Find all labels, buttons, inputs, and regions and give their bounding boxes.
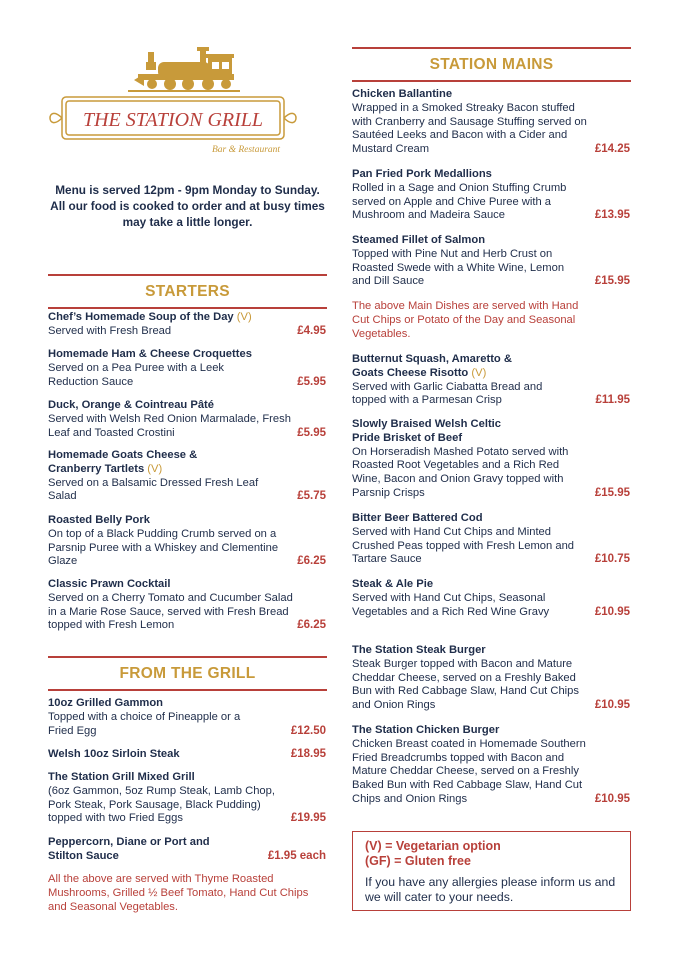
item-name: Chicken Ballantine <box>352 88 453 100</box>
menu-item <box>48 697 327 738</box>
item-price: £19.95 <box>290 812 326 825</box>
item-desc: Served on a Cherry Tomato and Cucumber Salad in a Marie Rose Sauce, served with Fresh Bread topped with Fresh Lemon <box>48 591 293 632</box>
veg-badge: (V) <box>236 311 252 323</box>
item-desc: On Horseradish Mashed Potato served with Roasted Root Vegetables and a Rich Red Wine, Bacon and Onion Gravy topped with Parsnip Crisps <box>352 445 569 499</box>
divider <box>48 689 327 691</box>
item-name: Pan Fried Pork Medallions <box>352 168 492 180</box>
item-price: £12.50 <box>290 724 326 737</box>
menu-item <box>352 724 631 807</box>
menu-item <box>48 514 327 569</box>
menu-item <box>48 836 327 864</box>
item-price: £15.95 <box>594 486 630 499</box>
opening-hours-intro: Menu is served 12pm - 9pm Monday to Sunday. All our food is cooked to order and at busy times may take a little longer. <box>50 183 325 229</box>
item-name: The Station Grill Mixed Grill <box>48 771 195 783</box>
mains-note: The above Main Dishes are served with Hand Cut Chips or Potato of the Day and Seasonal Vegetables. <box>352 300 579 340</box>
item-price: £11.95 <box>595 394 630 407</box>
logo-name: THE STATION GRILL <box>82 109 264 131</box>
grill-title: FROM THE GRILL <box>119 665 256 682</box>
divider <box>352 80 631 82</box>
menu-item <box>48 771 327 826</box>
mains-title: STATION MAINS <box>429 56 554 73</box>
starters-title: STARTERS <box>145 283 230 300</box>
divider <box>48 307 327 309</box>
item-desc: Rolled in a Sage and Onion Stuffing Crumb served on Apple and Chive Puree with a Mushroom and Madeira Sauce <box>352 181 567 222</box>
item-price: £10.95 <box>594 792 630 805</box>
item-desc: Served with Garlic Ciabatta Bread and topped with a Parmesan Crisp <box>352 380 543 407</box>
mains-header <box>352 47 631 82</box>
item-desc: Topped with a choice of Pineapple or a Fried Egg <box>48 710 241 737</box>
item-name: Homemade Goats Cheese & Cranberry Tartlets <box>48 449 198 475</box>
item-name: Butternut Squash, Amaretto & Goats Cheese Risotto <box>352 353 512 379</box>
menu-item <box>352 418 631 501</box>
grill-note: All the above are served with Thyme Roasted Mushrooms, Grilled ½ Beef Tomato, Hand Cut Chips and Seasonal Vegetables. <box>48 873 309 913</box>
item-price: £1.95 each <box>267 849 326 862</box>
menu-item <box>352 578 631 619</box>
menu-item <box>352 644 631 713</box>
item-name: Steak & Ale Pie <box>352 578 434 590</box>
menu-item <box>48 399 327 440</box>
item-name: Homemade Ham & Cheese Croquettes <box>48 348 252 360</box>
item-name: The Station Steak Burger <box>352 644 486 656</box>
gf-legend: (GF) = Gluten free <box>365 854 471 868</box>
menu-item <box>48 748 327 762</box>
item-price: £14.25 <box>594 143 630 156</box>
veg-legend: (V) = Vegetarian option <box>365 839 501 853</box>
grill-header <box>48 656 327 691</box>
starters-header <box>48 274 327 309</box>
restaurant-logo <box>48 44 298 164</box>
item-desc: Served with Hand Cut Chips and Minted Crushed Peas topped with Fresh Lemon and Tartare Sauce <box>352 525 575 566</box>
allergy-notice: If you have any allergies please inform us and we will cater to your needs. <box>365 875 616 904</box>
item-name: Peppercorn, Diane or Port and Stilton Sauce <box>48 836 210 862</box>
item-desc: (6oz Gammon, 5oz Rump Steak, Lamb Chop, Pork Steak, Pork Sausage, Black Pudding) topped with two Fried Eggs <box>48 784 275 825</box>
item-name: Steamed Fillet of Salmon <box>352 234 486 246</box>
dietary-legend <box>352 831 631 911</box>
item-desc: Steak Burger topped with Bacon and Mature Cheddar Cheese, served on a Freshly Baked Bun with Red Cabbage Slaw, Hand Cut Chips and Onion Rings <box>352 657 579 712</box>
item-name: Duck, Orange & Cointreau Pâté <box>48 399 214 411</box>
item-price: £6.25 <box>297 555 326 568</box>
item-name: Roasted Belly Pork <box>48 514 150 526</box>
menu-item <box>48 449 327 504</box>
steam-train-icon <box>48 44 298 164</box>
item-name: Slowly Braised Welsh Celtic Pride Brisket of Beef <box>352 418 502 444</box>
item-price: £5.95 <box>297 426 326 439</box>
item-desc: Wrapped in a Smoked Streaky Bacon stuffed with Cranberry and Sausage Stuffing served on Sautéed Leeks and Bacon with a Cider and Mustard Cream <box>352 101 587 156</box>
item-desc: On top of a Black Pudding Crumb served on a Parsnip Puree with a Whiskey and Clementine Glaze <box>48 527 279 568</box>
item-price: £10.95 <box>594 605 630 618</box>
item-name: Classic Prawn Cocktail <box>48 578 171 590</box>
item-price: £13.95 <box>594 209 630 222</box>
item-price: £10.75 <box>594 553 630 566</box>
item-desc: Served with Hand Cut Chips, Seasonal Vegetables and a Rich Red Wine Gravy <box>352 591 550 618</box>
item-price: £5.75 <box>297 490 326 503</box>
menu-item <box>352 234 631 289</box>
item-name: Chef’s Homemade Soup of the Day <box>48 311 234 323</box>
menu-item <box>352 353 631 408</box>
item-price: £6.25 <box>297 619 326 632</box>
item-name: 10oz Grilled Gammon <box>48 697 164 709</box>
item-price: £4.95 <box>297 324 326 337</box>
item-desc: Chicken Breast coated in Homemade Southern Fried Breadcrumbs topped with Bacon and Mature Cheddar Cheese, served on a Freshly Baked Bun with Red Cabbage Slaw, Hand Cut Chips and Onion Rings <box>352 737 586 805</box>
item-desc: Served with Welsh Red Onion Marmalade, Fresh Leaf and Toasted Crostini <box>48 412 291 439</box>
item-price: £15.95 <box>594 275 630 288</box>
item-price: £18.95 <box>290 748 326 760</box>
item-price: £10.95 <box>594 699 630 712</box>
item-name: The Station Chicken Burger <box>352 724 500 736</box>
item-desc: Served with Fresh Bread <box>48 324 172 337</box>
menu-item <box>48 348 327 389</box>
item-desc: Served on a Balsamic Dressed Fresh Leaf Salad <box>48 476 259 503</box>
menu-item <box>48 311 327 339</box>
menu-item <box>352 88 631 157</box>
veg-badge: (V) <box>147 462 163 475</box>
item-name: Bitter Beer Battered Cod <box>352 512 483 524</box>
item-name: Welsh 10oz Sirloin Steak <box>48 748 180 760</box>
menu-item <box>48 578 327 633</box>
item-desc: Topped with Pine Nut and Herb Crust on Roasted Swede with a White Wine, Lemon and Dill Sauce <box>352 247 565 288</box>
logo-tagline: Bar & Restaurant <box>211 145 281 155</box>
veg-badge: (V) <box>471 366 487 379</box>
item-desc: Served on a Pea Puree with a Leek Reduction Sauce <box>48 361 225 388</box>
menu-item <box>352 512 631 567</box>
menu-item <box>352 168 631 223</box>
item-price: £5.95 <box>297 375 326 388</box>
